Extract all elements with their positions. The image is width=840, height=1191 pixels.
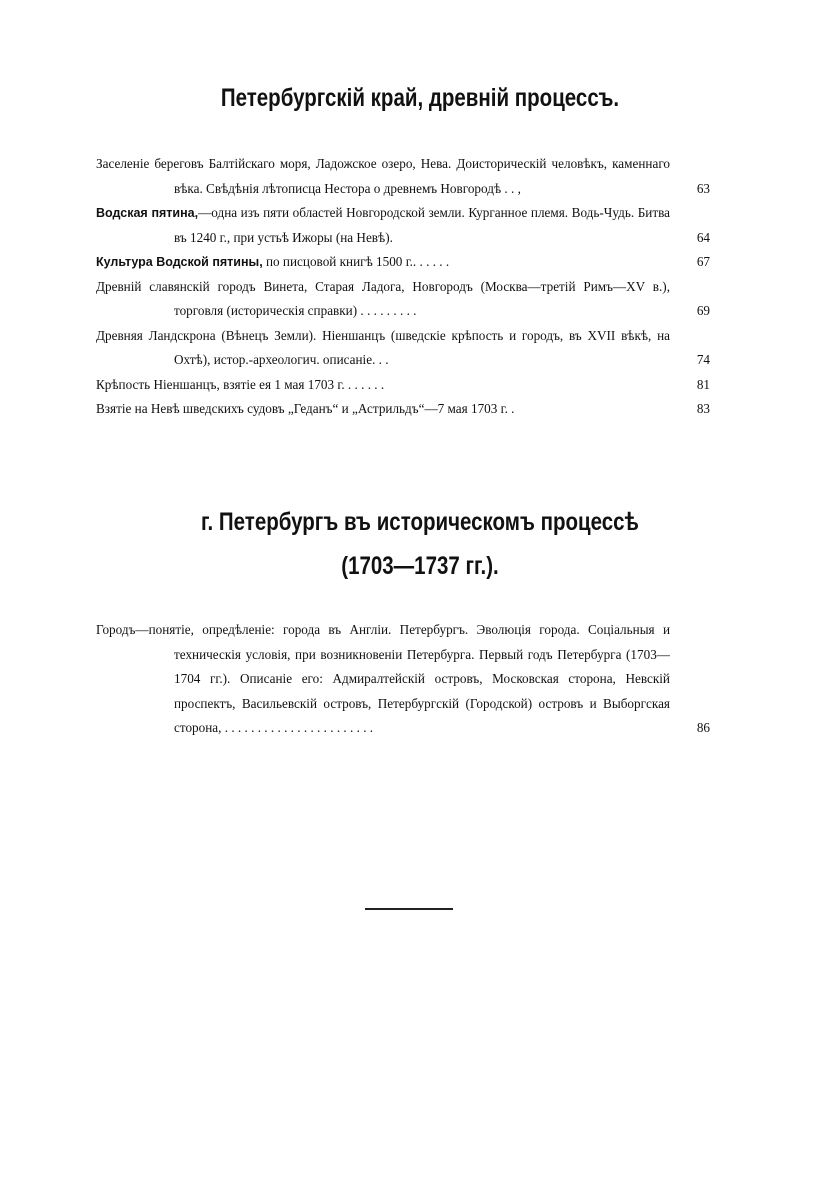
toc-entry[interactable] [96,250,710,275]
toc-entry-text: Заселеніе береговъ Балтійскаго моря, Ладожское озеро, Нева. Доисторическій человѣкъ, каменнаго вѣка. Свѣдѣнія лѣтописца Нестора о древнемъ Новгородѣ . . , [96,156,670,196]
toc-entry-text: Водская пятина,—одна изъ пяти областей Новгородской земли. Курганное племя. Водь-Чудь. Битва въ 1240 г., при устьѣ Ижоры (на Невѣ). [96,205,670,245]
toc-entry[interactable] [96,373,710,398]
toc-entry[interactable] [96,275,710,324]
section-title-petersburg-history: г. Петербургъ въ историческомъ процессѣ [201,508,639,536]
toc-entry-text: Крѣпость Ніеншанцъ, взятіе ея 1 мая 1703 г. . . . . . . [96,376,385,392]
toc-page-number: 83 [696,401,710,416]
toc-page-number: 64 [696,229,710,245]
toc-entry[interactable] [96,397,710,422]
toc-entry[interactable] [96,152,710,201]
toc-entry-text: Древній славянскій городъ Винета, Старая Ладога, Новгородъ (Москва—третій Римъ—XV в.), торговля (историческія справки) . . . . . . . . . [96,278,670,318]
toc-section-1 [96,152,710,422]
section-title-petersburg-region: Петербургскій край, древній процессъ. [220,84,620,112]
section-subtitle-years: (1703—1737 гг.). [341,552,499,580]
toc-entry[interactable] [96,324,710,373]
toc-entry-text: Взятіе на Невѣ шведскихъ судовъ „Геданъ“ и „Астрильдъ“—7 мая 1703 г. . [96,401,515,416]
toc-page-number: 67 [696,254,710,269]
toc-page-number: 86 [696,720,710,735]
toc-section-2 [96,618,710,741]
toc-entry[interactable] [96,201,710,250]
toc-entry-text: Древняя Ландскрона (Вѣнецъ Земли). Ніеншанцъ (шведскіе крѣпость и городъ, въ XVII вѣкѣ, на Охтѣ), истор.-археологич. описаніе. . . [96,327,670,367]
toc-page-number: 63 [696,180,710,196]
toc-page-number: 74 [696,352,710,367]
closing-rule [365,908,453,910]
toc-entry[interactable] [96,618,710,741]
toc-page-number: 69 [696,303,710,318]
toc-entry-text: Культура Водской пятины, по писцовой книгѣ 1500 г.. . . . . . [96,254,450,269]
toc-entry-text: Городъ—понятіе, опредѣленіе: города въ Англіи. Петербургъ. Эволюція города. Соціальныя и техническія условія, при возникновеніи Петербурга. Первый годъ Петербурга (1703—1704 гг.). Описаніе его: Адмиралтейскій островъ, Московская сторона, Невскій проспектъ, Васильевскій островъ, Петербургскій (Городской) островъ и Выборгская сторона, . . . . . . . . . . . . . . . . . . . . . . . [96,622,670,735]
toc-page-number: 81 [696,376,710,392]
